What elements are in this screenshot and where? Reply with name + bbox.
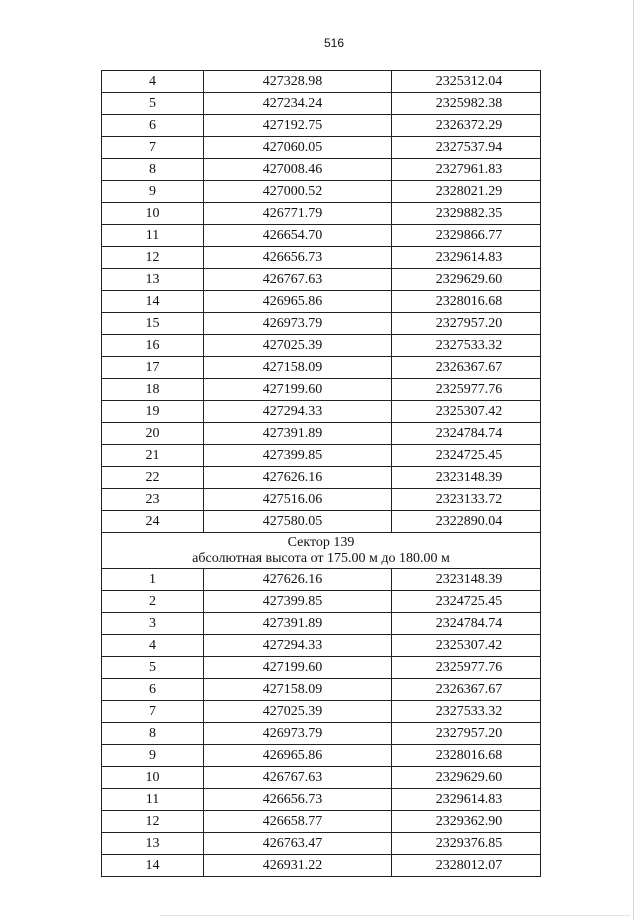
y-coordinate-cell: 2328021.29: [392, 181, 541, 203]
table-row: [102, 767, 541, 789]
y-coordinate-cell: 2328016.68: [392, 745, 541, 767]
point-number-cell: 11: [102, 225, 204, 247]
y-coordinate-cell: 2327957.20: [392, 723, 541, 745]
table-row: [102, 833, 541, 855]
table-row: [102, 225, 541, 247]
x-coordinate-cell: 426656.73: [204, 247, 392, 269]
table-row: [102, 657, 541, 679]
x-coordinate-cell: 427192.75: [204, 115, 392, 137]
y-coordinate-cell: 2325977.76: [392, 379, 541, 401]
table-row: [102, 291, 541, 313]
table-row: [102, 445, 541, 467]
y-coordinate-cell: 2328016.68: [392, 291, 541, 313]
point-number-cell: 11: [102, 789, 204, 811]
y-coordinate-cell: 2327533.32: [392, 701, 541, 723]
sector-header-row: [102, 533, 541, 569]
y-coordinate-cell: 2322890.04: [392, 511, 541, 533]
table-row: [102, 467, 541, 489]
x-coordinate-cell: 427399.85: [204, 591, 392, 613]
point-number-cell: 4: [102, 71, 204, 93]
x-coordinate-cell: 427328.98: [204, 71, 392, 93]
y-coordinate-cell: 2329362.90: [392, 811, 541, 833]
y-coordinate-cell: 2324725.45: [392, 591, 541, 613]
point-number-cell: 4: [102, 635, 204, 657]
table-row: [102, 379, 541, 401]
table-row: [102, 855, 541, 877]
x-coordinate-cell: 427000.52: [204, 181, 392, 203]
sector-header-cell: [102, 533, 541, 569]
sector-header-group: [102, 533, 541, 569]
point-number-cell: 9: [102, 745, 204, 767]
point-number-cell: 12: [102, 811, 204, 833]
point-number-cell: 5: [102, 657, 204, 679]
x-coordinate-cell: 427025.39: [204, 335, 392, 357]
point-number-cell: 23: [102, 489, 204, 511]
x-coordinate-cell: 427060.05: [204, 137, 392, 159]
point-number-cell: 13: [102, 269, 204, 291]
y-coordinate-cell: 2325982.38: [392, 93, 541, 115]
point-number-cell: 7: [102, 137, 204, 159]
y-coordinate-cell: 2327957.20: [392, 313, 541, 335]
x-coordinate-cell: 427294.33: [204, 401, 392, 423]
x-coordinate-cell: 427399.85: [204, 445, 392, 467]
x-coordinate-cell: 427199.60: [204, 657, 392, 679]
point-number-cell: 21: [102, 445, 204, 467]
point-number-cell: 13: [102, 833, 204, 855]
y-coordinate-cell: 2326367.67: [392, 679, 541, 701]
x-coordinate-cell: 427626.16: [204, 569, 392, 591]
y-coordinate-cell: 2326367.67: [392, 357, 541, 379]
x-coordinate-cell: 426965.86: [204, 291, 392, 313]
rows-after-group: [102, 569, 541, 877]
point-number-cell: 12: [102, 247, 204, 269]
x-coordinate-cell: 426771.79: [204, 203, 392, 225]
point-number-cell: 14: [102, 291, 204, 313]
x-coordinate-cell: 427025.39: [204, 701, 392, 723]
y-coordinate-cell: 2329614.83: [392, 789, 541, 811]
y-coordinate-cell: 2323148.39: [392, 467, 541, 489]
y-coordinate-cell: 2329866.77: [392, 225, 541, 247]
x-coordinate-cell: 427580.05: [204, 511, 392, 533]
x-coordinate-cell: 427008.46: [204, 159, 392, 181]
point-number-cell: 9: [102, 181, 204, 203]
x-coordinate-cell: 427158.09: [204, 357, 392, 379]
y-coordinate-cell: 2325307.42: [392, 401, 541, 423]
table-row: [102, 745, 541, 767]
y-coordinate-cell: 2327533.32: [392, 335, 541, 357]
point-number-cell: 18: [102, 379, 204, 401]
table-row: [102, 357, 541, 379]
y-coordinate-cell: 2328012.07: [392, 855, 541, 877]
table-row: [102, 701, 541, 723]
y-coordinate-cell: 2325977.76: [392, 657, 541, 679]
point-number-cell: 7: [102, 701, 204, 723]
y-coordinate-cell: 2324725.45: [392, 445, 541, 467]
x-coordinate-cell: 426973.79: [204, 313, 392, 335]
page-number: 516: [323, 36, 345, 50]
x-coordinate-cell: 427234.24: [204, 93, 392, 115]
table-row: [102, 591, 541, 613]
point-number-cell: 8: [102, 723, 204, 745]
point-number-cell: 16: [102, 335, 204, 357]
table-row: [102, 181, 541, 203]
y-coordinate-cell: 2323133.72: [392, 489, 541, 511]
point-number-cell: 17: [102, 357, 204, 379]
point-number-cell: 14: [102, 855, 204, 877]
table-row: [102, 511, 541, 533]
y-coordinate-cell: 2324784.74: [392, 613, 541, 635]
x-coordinate-cell: 427199.60: [204, 379, 392, 401]
table-row: [102, 93, 541, 115]
coordinates-table: [101, 70, 541, 877]
point-number-cell: 15: [102, 313, 204, 335]
point-number-cell: 8: [102, 159, 204, 181]
table-row: [102, 335, 541, 357]
y-coordinate-cell: 2324784.74: [392, 423, 541, 445]
point-number-cell: 24: [102, 511, 204, 533]
point-number-cell: 10: [102, 203, 204, 225]
y-coordinate-cell: 2327537.94: [392, 137, 541, 159]
y-coordinate-cell: 2329376.85: [392, 833, 541, 855]
scan-bottom-line: [160, 915, 630, 916]
table-row: [102, 613, 541, 635]
sector-title: Сектор 139: [287, 534, 355, 550]
x-coordinate-cell: 426654.70: [204, 225, 392, 247]
point-number-cell: 19: [102, 401, 204, 423]
table-row: [102, 203, 541, 225]
x-coordinate-cell: 427158.09: [204, 679, 392, 701]
y-coordinate-cell: 2329629.60: [392, 269, 541, 291]
point-number-cell: 10: [102, 767, 204, 789]
y-coordinate-cell: 2329882.35: [392, 203, 541, 225]
table-row: [102, 679, 541, 701]
x-coordinate-cell: 427626.16: [204, 467, 392, 489]
table-row: [102, 269, 541, 291]
y-coordinate-cell: 2325312.04: [392, 71, 541, 93]
x-coordinate-cell: 427391.89: [204, 613, 392, 635]
y-coordinate-cell: 2329629.60: [392, 767, 541, 789]
table-row: [102, 569, 541, 591]
point-number-cell: 6: [102, 679, 204, 701]
x-coordinate-cell: 426767.63: [204, 767, 392, 789]
x-coordinate-cell: 426931.22: [204, 855, 392, 877]
x-coordinate-cell: 426973.79: [204, 723, 392, 745]
point-number-cell: 2: [102, 591, 204, 613]
point-number-cell: 22: [102, 467, 204, 489]
table-row: [102, 723, 541, 745]
point-number-cell: 1: [102, 569, 204, 591]
table-row: [102, 313, 541, 335]
table-row: [102, 489, 541, 511]
scan-edge-line: [633, 0, 634, 920]
x-coordinate-cell: 427294.33: [204, 635, 392, 657]
point-number-cell: 6: [102, 115, 204, 137]
table-row: [102, 159, 541, 181]
y-coordinate-cell: 2325307.42: [392, 635, 541, 657]
table-row: [102, 635, 541, 657]
x-coordinate-cell: 426763.47: [204, 833, 392, 855]
rows-before-group: [102, 71, 541, 533]
point-number-cell: 5: [102, 93, 204, 115]
x-coordinate-cell: 426767.63: [204, 269, 392, 291]
table-row: [102, 789, 541, 811]
table-row: [102, 811, 541, 833]
point-number-cell: 20: [102, 423, 204, 445]
y-coordinate-cell: 2327961.83: [392, 159, 541, 181]
sector-subtitle: абсолютная высота от 175.00 м до 180.00 м: [192, 550, 450, 566]
table-row: [102, 247, 541, 269]
table-row: [102, 423, 541, 445]
x-coordinate-cell: 426965.86: [204, 745, 392, 767]
table-row: [102, 137, 541, 159]
y-coordinate-cell: 2326372.29: [392, 115, 541, 137]
x-coordinate-cell: 427391.89: [204, 423, 392, 445]
x-coordinate-cell: 426658.77: [204, 811, 392, 833]
table-row: [102, 71, 541, 93]
table-row: [102, 401, 541, 423]
y-coordinate-cell: 2329614.83: [392, 247, 541, 269]
x-coordinate-cell: 426656.73: [204, 789, 392, 811]
table-row: [102, 115, 541, 137]
x-coordinate-cell: 427516.06: [204, 489, 392, 511]
point-number-cell: 3: [102, 613, 204, 635]
y-coordinate-cell: 2323148.39: [392, 569, 541, 591]
